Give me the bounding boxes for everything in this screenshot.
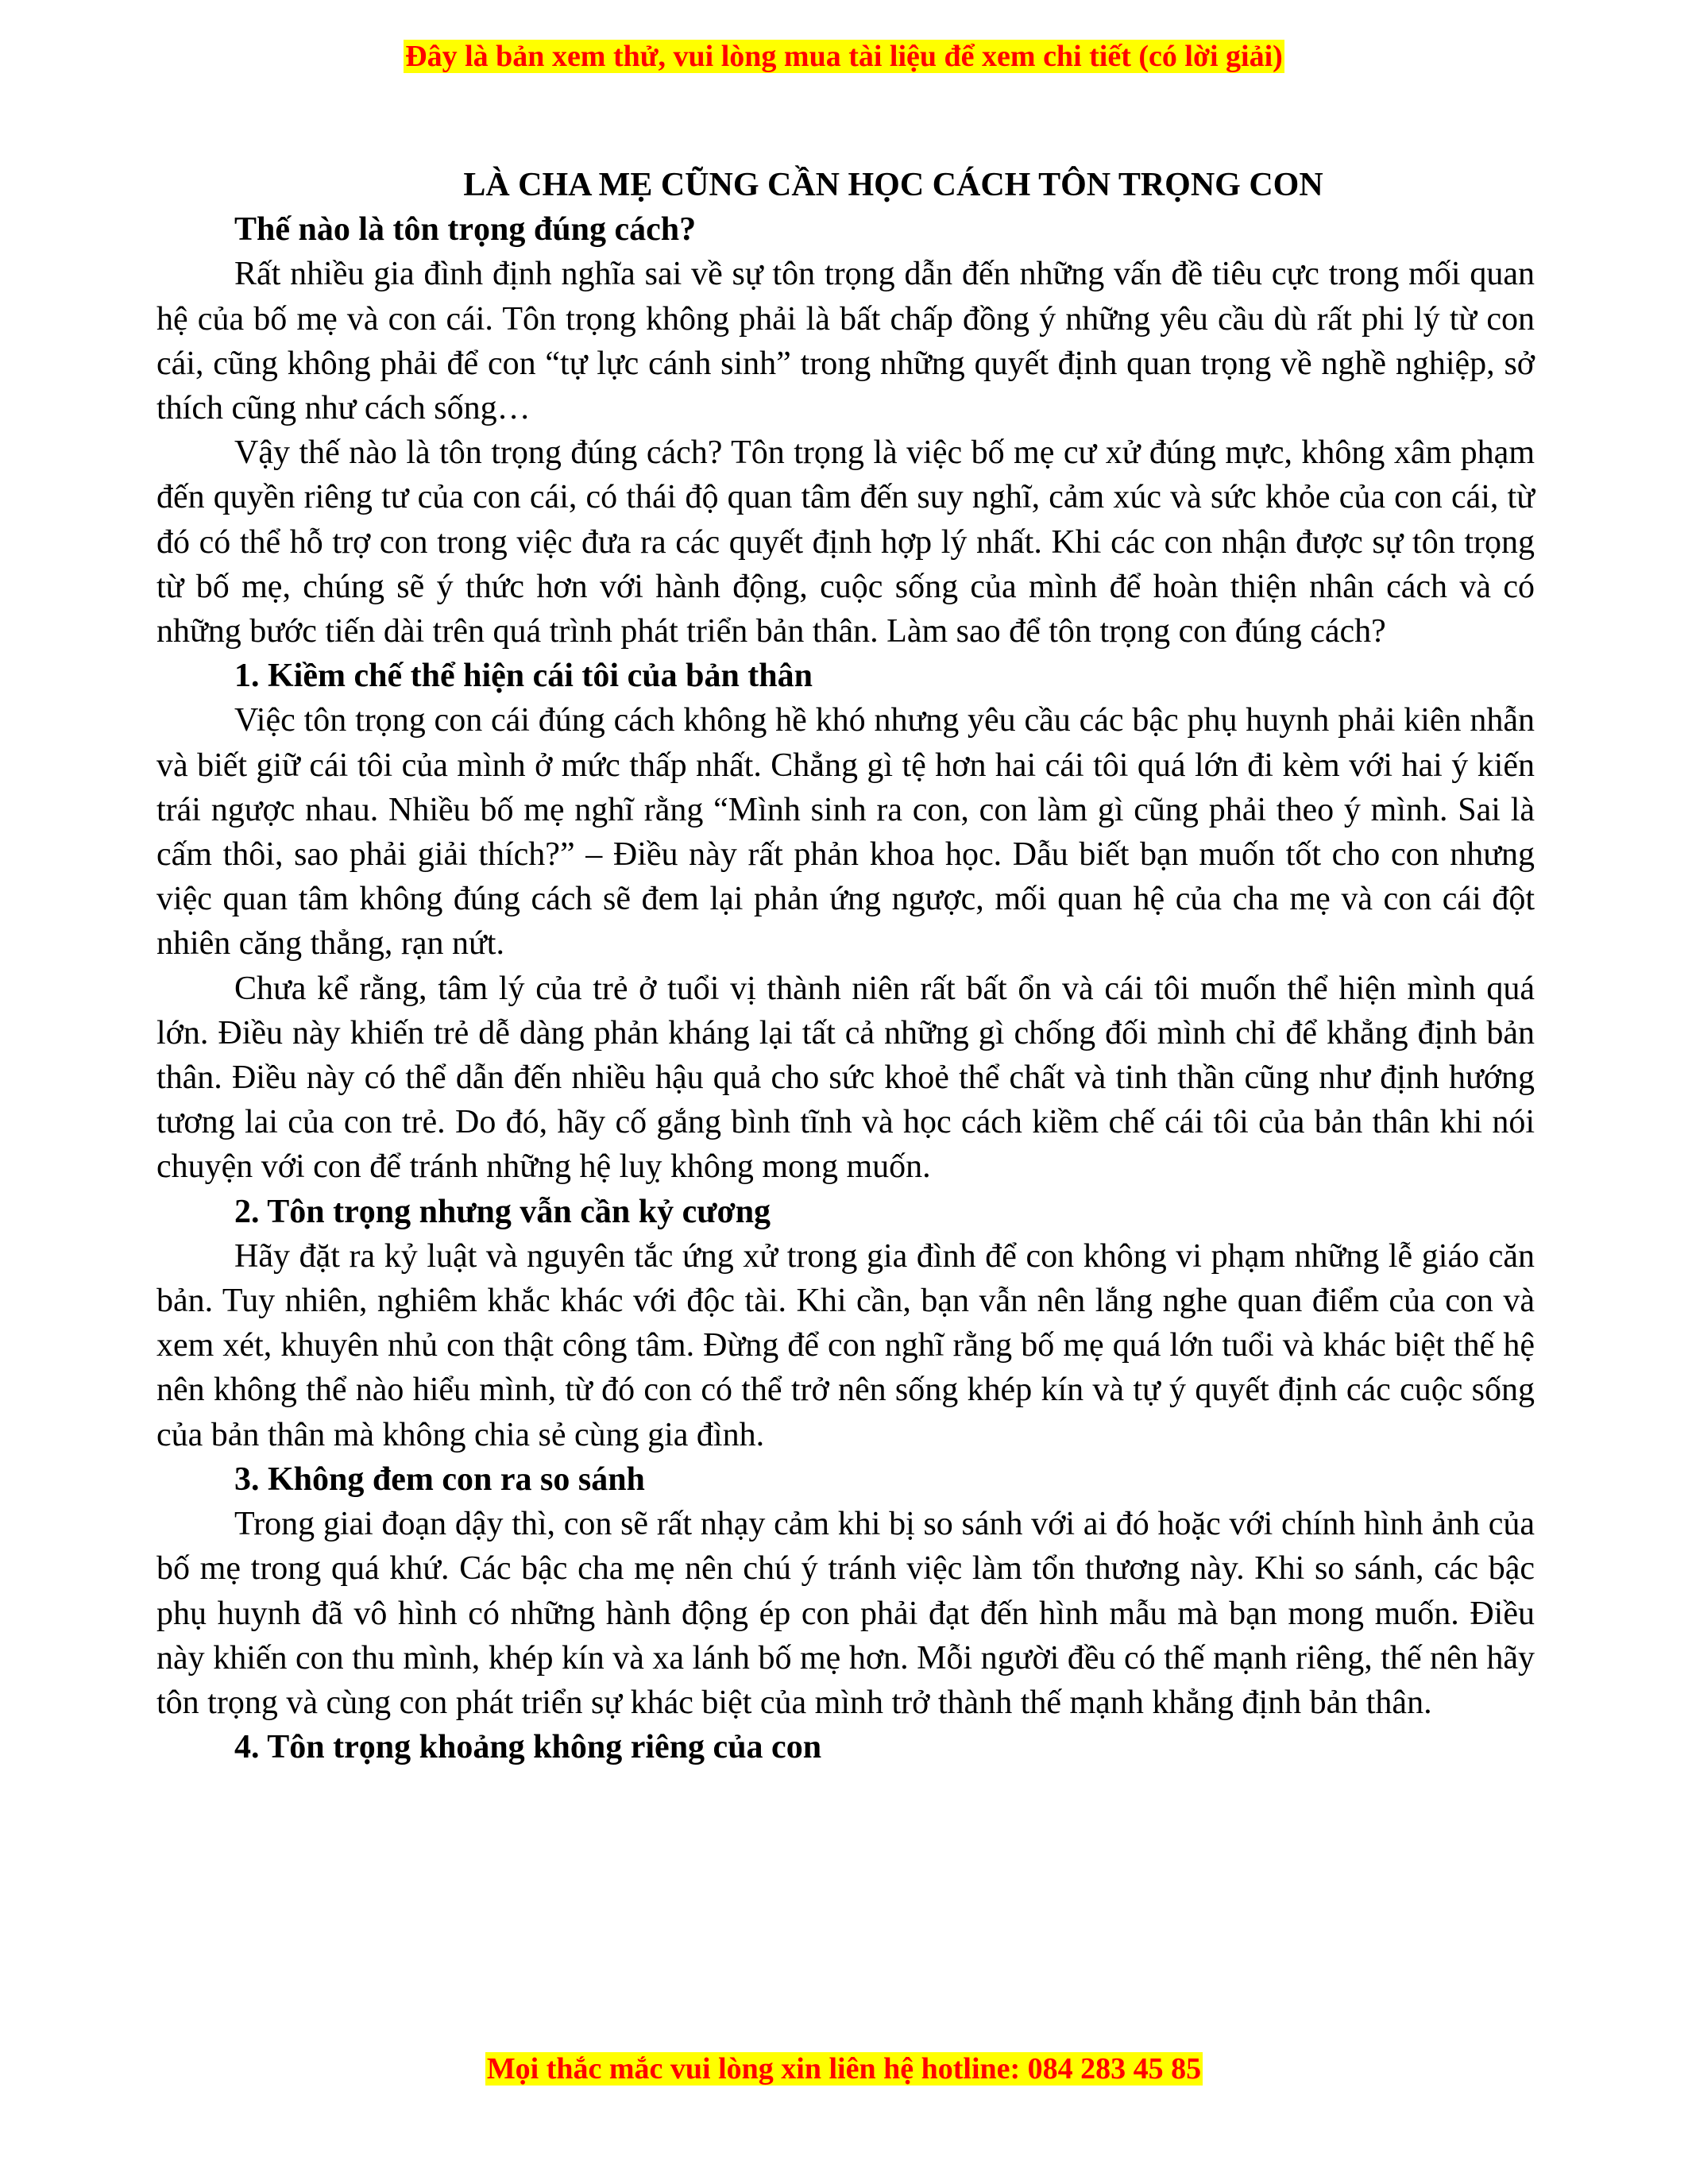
document-title: LÀ CHA MẸ CŨNG CẦN HỌC CÁCH TÔN TRỌNG CON [463, 167, 1323, 203]
paragraph-intro-2: Vậy thế nào là tôn trọng đúng cách? Tôn trọng là việc bố mẹ cư xử đúng mực, không xâm phạm đến quyền riêng tư của con cái, có thái độ quan tâm đến suy nghĩ, cảm xúc và sức khỏe của con cái, từ đó có thể hỗ trợ con trong việc đưa ra các quyết định hợp lý nhất. Khi các con nhận được sự tôn trọng từ bố mẹ, chúng sẽ ý thức hơn với hành động, cuộc sống của mình để hoàn thiện nhân cách và có những bước tiến dài trên quá trình phát triển bản thân. Làm sao để tôn trọng con đúng cách? [156, 434, 1535, 650]
paragraph-section-1-1: Việc tôn trọng con cái đúng cách không hề khó nhưng yêu cầu các bậc phụ huynh phải kiên nhẫn và biết giữ cái tôi của mình ở mức thấp nhất. Chẳng gì tệ hơn hai cái tôi quá lớn đi kèm với hai ý kiến trái ngược nhau. Nhiều bố mẹ nghĩ rằng “Mình sinh ra con, con làm gì cũng phải theo ý mình. Sai là cấm thôi, sao phải giải thích?” – Điều này rất phản khoa học. Dẫu biết bạn muốn tốt cho con nhưng việc quan tâm không đúng cách sẽ đem lại phản ứng ngược, mối quan hệ của cha mẹ và con cái đột nhiên căng thẳng, rạn nứt. [156, 702, 1535, 963]
paragraph-section-3-1: Trong giai đoạn dậy thì, con sẽ rất nhạy cảm khi bị so sánh với ai đó hoặc với chính hình ảnh của bố mẹ trong quá khứ. Các bậc cha mẹ nên chú ý tránh việc làm tổn thương này. Khi so sánh, các bậc phụ huynh đã vô hình có những hành động ép con phải đạt đến hình mẫu mà bạn mong muốn. Điều này khiến con thu mình, khép kín và xa lánh bố mẹ hơn. Mỗi người đều có thế mạnh riêng, thế nên hãy tôn trọng và cùng con phát triển sự khác biệt của mình trở thành thế mạnh khẳng định bản thân. [156, 1506, 1535, 1721]
section-heading-4: 4. Tôn trọng khoảng không riêng của con [234, 1729, 822, 1766]
paragraph-intro-1: Rất nhiều gia đình định nghĩa sai về sự tôn trọng dẫn đến những vấn đề tiêu cực trong mối quan hệ của bố mẹ và con cái. Tôn trọng không phải là bất chấp đồng ý những yêu cầu dù rất phi lý từ con cái, cũng không phải để con “tự lực cánh sinh” trong những quyết định quan trọng về nghề nghiệp, sở thích cũng như cách sống… [156, 256, 1535, 427]
hotline-text: Mọi thắc mắc vui lòng xin liên hệ hotline: 084 283 45 85 [486, 2052, 1202, 2086]
paragraph-section-1-2: Chưa kể rằng, tâm lý của trẻ ở tuổi vị thành niên rất bất ổn và cái tôi muốn thể hiện mình quá lớn. Điều này khiến trẻ dễ dàng phản kháng lại tất cả những gì chống đối mình chỉ để khẳng định bản thân. Điều này có thể dẫn đến nhiều hậu quả cho sức khoẻ thể chất và tinh thần cũng như định hướng tương lai của con trẻ. Do đó, hãy cố gắng bình tĩnh và học cách kiềm chế cái tôi của bản thân khi nói chuyện với con để tránh những hệ luỵ không mong muốn. [156, 970, 1535, 1186]
hotline-banner [0, 2051, 1688, 2087]
preview-notice-text: Đây là bản xem thử, vui lòng mua tài liệu để xem chi tiết (có lời giải) [405, 40, 1283, 73]
section-heading-1: 1. Kiềm chế thể hiện cái tôi của bản thân [234, 658, 813, 695]
paragraph-section-2-1: Hãy đặt ra kỷ luật và nguyên tắc ứng xử trong gia đình để con không vi phạm những lễ giáo căn bản. Tuy nhiên, nghiêm khắc khác với độc tài. Khi cần, bạn vẫn nên lắng nghe quan điểm của con và xem xét, khuyên nhủ con thật công tâm. Đừng để con nghĩ rằng bố mẹ quá lớn tuổi và khác biệt thế hệ nên không thể nào hiểu mình, từ đó con có thể trở nên sống khép kín và tự ý quyết định các cuộc sống của bản thân mà không chia sẻ cùng gia đình. [156, 1237, 1535, 1453]
preview-notice-banner [0, 38, 1688, 75]
section-heading-2: 2. Tôn trọng nhưng vẫn cần kỷ cương [234, 1193, 771, 1230]
section-heading-intro: Thế nào là tôn trọng đúng cách? [234, 211, 697, 249]
section-heading-3: 3. Không đem con ra so sánh [234, 1461, 645, 1498]
document-body [156, 163, 1535, 1769]
